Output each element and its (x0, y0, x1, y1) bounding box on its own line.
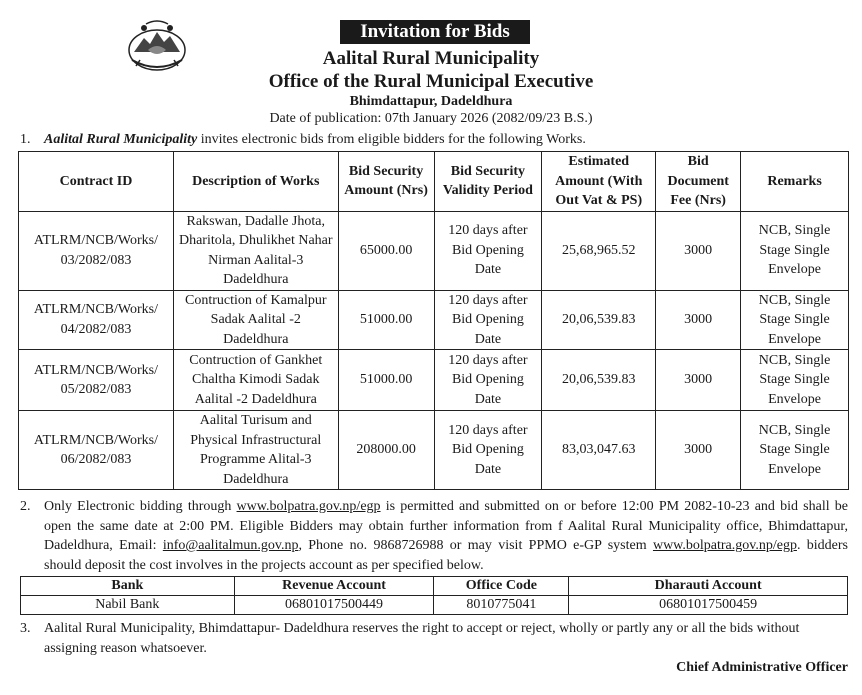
works-table-header (19, 152, 849, 212)
revenue-account: 06801017500449 (234, 596, 434, 615)
table-row (19, 350, 849, 411)
bid-security: 65000.00 (338, 211, 434, 290)
col-description: Description of Works (173, 152, 338, 212)
document-fee: 3000 (656, 290, 741, 350)
office-code: 8010775041 (434, 596, 569, 615)
col-document-fee: Bid Document Fee (Nrs) (656, 152, 741, 212)
paragraph-number: 1. (20, 132, 31, 147)
document-fee: 3000 (656, 411, 741, 490)
paragraph-number: 3. (20, 621, 31, 636)
remarks: NCB, Single Stage Single Envelope (741, 411, 849, 490)
document-fee: 3000 (656, 350, 741, 411)
estimated-amount: 83,03,047.63 (542, 411, 656, 490)
col-remarks: Remarks (741, 152, 849, 212)
paragraph-2-text: Only Electronic bidding through (44, 499, 237, 514)
paragraph-2-text: , Phone no. 9868726988 or may visit PPMO e-GP system (298, 538, 653, 553)
table-row (19, 211, 849, 290)
table-row (19, 290, 849, 350)
document-fee: 3000 (656, 211, 741, 290)
egp-link[interactable]: www.bolpatra.gov.np/egp (652, 538, 797, 553)
validity-period: 120 days after Bid Opening Date (434, 211, 542, 290)
estimated-amount: 20,06,539.83 (542, 350, 656, 411)
col-bid-security: Bid Security Amount (Nrs) (338, 152, 434, 212)
contract-id: ATLRM/NCB/Works/ 03/2082/083 (19, 211, 174, 290)
bank-table-header (21, 577, 848, 596)
remarks: NCB, Single Stage Single Envelope (741, 211, 849, 290)
notice-title: Invitation for Bids (340, 20, 530, 44)
col-dharauti-account: Dharauti Account (569, 577, 848, 596)
works-table (18, 151, 849, 490)
col-contract-id: Contract ID (19, 152, 174, 212)
egp-link[interactable]: www.bolpatra.gov.np/egp (236, 499, 381, 514)
org-name: Aalital Rural Municipality (322, 48, 540, 69)
bid-security: 208000.00 (338, 411, 434, 490)
col-estimated-amount: Estimated Amount (With Out Vat & PS) (542, 152, 656, 212)
work-description: Aalital Turisum and Physical Infrastructural Programme Alital-3 Dadeldhura (173, 411, 338, 490)
office-address: Bhimdattapur, Dadeldhura (349, 94, 513, 109)
estimated-amount: 20,06,539.83 (542, 290, 656, 350)
contract-id: ATLRM/NCB/Works/ 05/2082/083 (19, 350, 174, 411)
work-description: Contruction of Kamalpur Sadak Aalital -2 Dadeldhura (173, 290, 338, 350)
bank-name: Nabil Bank (21, 596, 235, 615)
work-description: Contruction of Gankhet Chaltha Kimodi Sadak Aalital -2 Dadeldhura (173, 350, 338, 411)
bid-security: 51000.00 (338, 290, 434, 350)
col-bank: Bank (21, 577, 235, 596)
col-validity: Bid Security Validity Period (434, 152, 542, 212)
paragraph-3-text: Aalital Rural Municipality, Bhimdattapur- Dadeldhura reserves the right to accept or reject, wholly or partly any or all the bids without assigning reason whatsoever. (44, 621, 800, 656)
validity-period: 120 days after Bid Opening Date (434, 290, 542, 350)
publication-date: Date of publication: 07th January 2026 (2082/09/23 B.S.) (269, 111, 593, 126)
col-revenue-account: Revenue Account (234, 577, 434, 596)
remarks: NCB, Single Stage Single Envelope (741, 290, 849, 350)
table-row (21, 596, 848, 615)
paragraph-2 (20, 497, 848, 575)
contract-id: ATLRM/NCB/Works/ 04/2082/083 (19, 290, 174, 350)
bid-security: 51000.00 (338, 350, 434, 411)
paragraph-1-text: invites electronic bids from eligible bidders for the following Works. (197, 132, 586, 147)
office-name: Office of the Rural Municipal Executive (268, 71, 594, 92)
email-link[interactable]: info@aalitalmun.gov.np (162, 538, 299, 553)
estimated-amount: 25,68,965.52 (542, 211, 656, 290)
dharauti-account: 06801017500459 (569, 596, 848, 615)
col-office-code: Office Code (434, 577, 569, 596)
validity-period: 120 days after Bid Opening Date (434, 350, 542, 411)
contract-id: ATLRM/NCB/Works/ 06/2082/083 (19, 411, 174, 490)
paragraph-2-text: . bidders should deposit the cost involves in the projects account as per specified below. (44, 538, 849, 573)
validity-period: 120 days after Bid Opening Date (434, 411, 542, 490)
paragraph-number: 2. (20, 499, 31, 514)
signatory: Chief Administrative Officer (676, 660, 848, 675)
paragraph-3 (20, 619, 848, 658)
bank-table (20, 576, 848, 615)
paragraph-1 (20, 130, 850, 150)
municipality-name: Aalital Rural Municipality (44, 132, 198, 147)
remarks: NCB, Single Stage Single Envelope (741, 350, 849, 411)
work-description: Rakswan, Dadalle Jhota, Dharitola, Dhulikhet Nahar Nirman Aalital-3 Dadeldhura (173, 211, 338, 290)
paragraph-2-text: is permitted and submitted on or before 12:00 PM 2082-10-23 and bid shall be open the same date at 2:00 PM. Eligible Bidders may obtain further information from f Aalital Rural Municipality office, Bhimdattapur, Dadeldhura, Email: (44, 499, 848, 553)
table-row (19, 411, 849, 490)
